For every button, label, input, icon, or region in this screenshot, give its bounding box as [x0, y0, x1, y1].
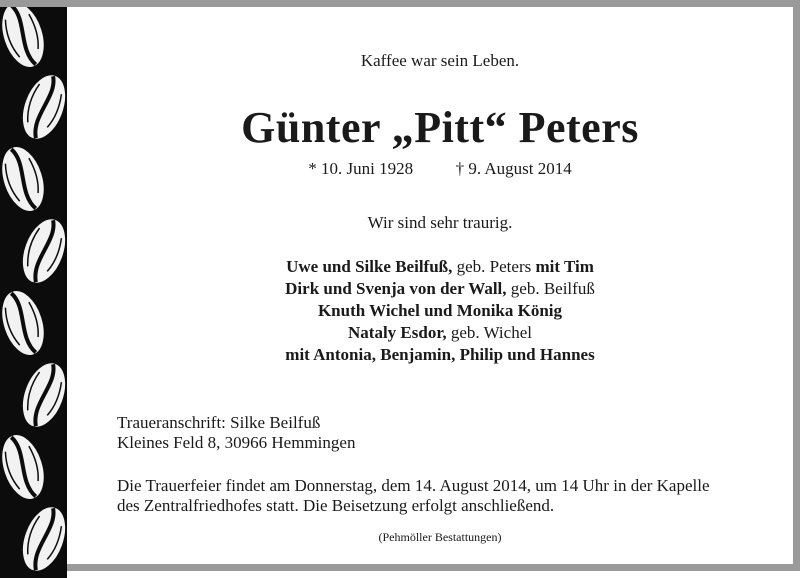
- ceremony-info: [117, 476, 710, 516]
- motto: Kaffee war sein Leben.: [360, 51, 520, 70]
- mourner-line: Uwe und Silke Beilfuß, geb. Peters mit Tim: [286, 257, 594, 276]
- ceremony-line: des Zentralfriedhofes statt. Die Beisetzung erfolgt anschließend.: [117, 496, 555, 515]
- grief-line: Wir sind sehr traurig.: [367, 213, 513, 232]
- deceased-name: Günter „Pitt“ Peters: [241, 103, 639, 152]
- death-date: † 9. August 2014: [455, 159, 572, 178]
- mourning-address: [117, 413, 355, 453]
- address-line: Traueranschrift: Silke Beilfuß: [117, 413, 321, 432]
- mourner-line: Nataly Esdor, geb. Wichel: [348, 323, 532, 342]
- mourner-line: Knuth Wichel und Monika König: [317, 301, 563, 320]
- life-dates: [240, 159, 640, 179]
- ceremony-line: Die Trauerfeier findet am Donnerstag, dem 14. August 2014, um 14 Uhr in der Kapelle: [117, 476, 710, 495]
- mourner-line: mit Antonia, Benjamin, Philip und Hannes: [285, 345, 595, 364]
- mourner-line: Dirk und Svenja von der Wall, geb. Beilfuß: [285, 279, 595, 298]
- mourners-list: [200, 256, 680, 366]
- coffee-bean-border: [0, 7, 67, 578]
- birth-date: * 10. Juni 1928: [308, 159, 414, 178]
- coffee-bean-icon: [0, 7, 67, 578]
- undertaker-credit: (Pehmöller Bestattungen): [378, 530, 502, 544]
- address-line: Kleines Feld 8, 30966 Hemmingen: [117, 433, 356, 452]
